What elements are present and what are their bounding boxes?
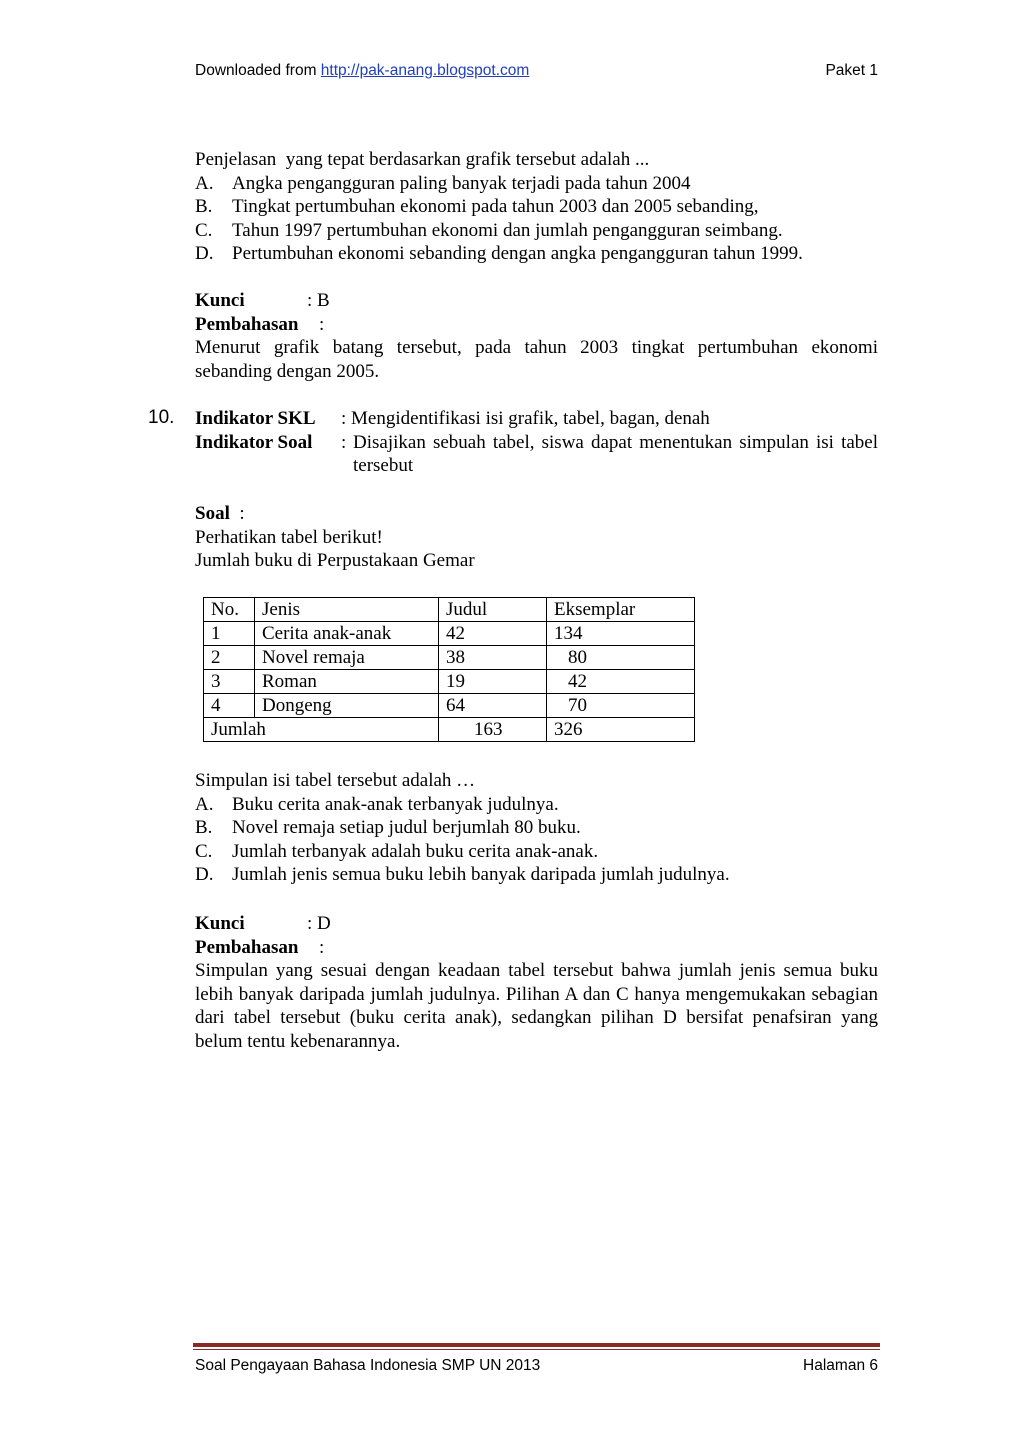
- page-header: [195, 62, 878, 84]
- footer-page-number: Halaman 6: [803, 1357, 878, 1374]
- page-footer: [195, 1357, 878, 1379]
- q9-option-c: C. Tahun 1997 pertumbuhan ekonomi dan jumlah pengangguran seimbang.: [195, 219, 783, 241]
- q9-pembahasan-heading: Pembahasan :: [195, 313, 325, 335]
- q9-option-a: A. Angka pengangguran paling banyak terjadi pada tahun 2004: [195, 172, 691, 194]
- table-title: Jumlah buku di Perpustakaan Gemar: [195, 550, 475, 571]
- table-row: 3 Roman 19 42: [204, 670, 695, 694]
- q9-prompt: Penjelasan yang tepat berdasarkan grafik tersebut adalah ...: [195, 149, 650, 170]
- q10-option-b: B. Novel remaja setiap judul berjumlah 80 buku.: [195, 817, 581, 838]
- header-source: [195, 62, 529, 80]
- indikator-soal: Indikator Soal : Disajikan sebuah tabel, siswa dapat menentukan simpulan isi tabel tersebut: [195, 431, 878, 476]
- q10-option-a: A. Buku cerita anak-anak terbanyak judulnya.: [195, 793, 559, 815]
- header-downloaded-prefix: Downloaded from: [195, 62, 321, 79]
- q10-pembahasan-text: Simpulan yang sesuai dengan keadaan tabel tersebut bahwa jumlah jenis semua buku lebih banyak daripada jumlah judulnya. Pilihan A dan C hanya mengemukakan sebagian dari tabel tersebut (buku cerita anak), sedangkan pilihan D bersifat penafsiran yang belum tentu kebenarannya.: [195, 960, 878, 1052]
- soal-heading: Soal :: [195, 503, 245, 524]
- table-row: 1 Cerita anak-anak 42 134: [204, 622, 695, 646]
- q10-option-d: D. Jumlah jenis semua buku lebih banyak daripada jumlah judulnya.: [195, 864, 730, 885]
- header-jenis: Jenis: [255, 598, 439, 622]
- total-eksemplar: 326: [547, 718, 695, 742]
- q10-answer-block: [195, 912, 878, 1053]
- source-link[interactable]: http://pak-anang.blogspot.com: [320, 62, 530, 79]
- total-judul: 163: [439, 718, 547, 742]
- q10-question: Simpulan isi tabel tersebut adalah …: [195, 770, 476, 791]
- q9-answer-block: [195, 289, 878, 383]
- table-header-row: [204, 598, 695, 622]
- book-table: [203, 597, 695, 742]
- q10-soal-block: [195, 502, 878, 573]
- q10-pembahasan-heading: Pembahasan :: [195, 936, 325, 958]
- footer-divider-thin: [193, 1349, 880, 1350]
- q9-options-block: [195, 148, 878, 266]
- header-eksemplar: Eksemplar: [547, 598, 695, 622]
- header-paket: Paket 1: [825, 62, 878, 79]
- q10-kunci: Kunci : D: [195, 913, 331, 934]
- q10-options-block: [195, 769, 878, 887]
- footer-divider-thick: [193, 1343, 880, 1347]
- q9-option-d: D. Pertumbuhan ekonomi sebanding dengan angka pengangguran tahun 1999.: [195, 243, 803, 264]
- q9-option-b: B. Tingkat pertumbuhan ekonomi pada tahun 2003 dan 2005 sebanding,: [195, 196, 759, 217]
- indikator-skl: Indikator SKL : Mengidentifikasi isi grafik, tabel, bagan, denah: [195, 408, 710, 429]
- table-row: 2 Novel remaja 38 80: [204, 646, 695, 670]
- header-no: No.: [204, 598, 255, 622]
- q9-pembahasan-text: Menurut grafik batang tersebut, pada tahun 2003 tingkat pertumbuhan ekonomi sebanding dengan 2005.: [195, 337, 878, 382]
- soal-instruction: Perhatikan tabel berikut!: [195, 526, 383, 548]
- footer-title: Soal Pengayaan Bahasa Indonesia SMP UN 2013: [195, 1357, 541, 1374]
- total-label: Jumlah: [204, 718, 439, 742]
- q9-kunci: Kunci : B: [195, 290, 330, 311]
- header-judul: Judul: [439, 598, 547, 622]
- question-number: 10.: [148, 407, 175, 428]
- table-total-row: [204, 718, 695, 742]
- q10-indicators: [195, 407, 878, 478]
- q10-option-c: C. Jumlah terbanyak adalah buku cerita anak-anak.: [195, 840, 599, 862]
- table-row: 4 Dongeng 64 70: [204, 694, 695, 718]
